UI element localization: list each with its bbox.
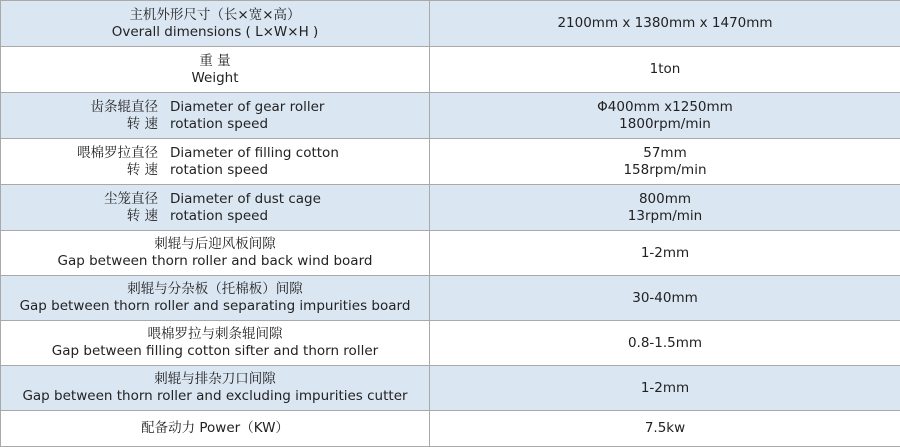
param-label-en: Gap between thorn roller and excluding impurities cutter: [1, 388, 429, 405]
param-label: [1, 411, 430, 447]
param-label-en: Diameter of filling cotton: [170, 145, 360, 162]
param-value: [430, 411, 900, 447]
param-value-line: 1-2mm: [430, 380, 900, 397]
param-label-en: Power（KW）: [199, 420, 289, 436]
param-label-zh: 齿条辊直径: [70, 99, 158, 116]
param-label-en-column: [170, 99, 360, 133]
param-label-zh: 刺辊与排杂刀口间隙: [1, 371, 429, 388]
param-label-zh: 主机外形尺寸（长×宽×高）: [1, 7, 429, 24]
param-value: [430, 321, 900, 366]
table-row: [1, 321, 900, 366]
param-value: [430, 1, 900, 47]
param-label-pair: [1, 99, 429, 133]
param-label: [1, 185, 430, 231]
param-label-en: rotation speed: [170, 162, 360, 179]
param-label-zh-column: [70, 99, 170, 133]
param-label-zh: 转 速: [70, 162, 158, 179]
param-value: [430, 47, 900, 93]
param-value-line: 1ton: [430, 61, 900, 78]
param-label-en-column: [170, 145, 360, 179]
param-label-en: Gap between thorn roller and separating impurities board: [1, 298, 429, 315]
param-label-en: rotation speed: [170, 116, 360, 133]
param-label-zh: 尘笼直径: [70, 191, 158, 208]
table-row: [1, 47, 900, 93]
param-value: [430, 139, 900, 185]
param-label: [1, 139, 430, 185]
param-label: [1, 93, 430, 139]
param-value-line: 57mm: [430, 145, 900, 162]
param-value-line: 1800rpm/min: [430, 116, 900, 133]
table-row: [1, 276, 900, 321]
table-row: [1, 231, 900, 276]
param-label-en: Overall dimensions ( L×W×H ): [1, 24, 429, 41]
param-label: [1, 321, 430, 366]
param-label-zh-column: [70, 145, 170, 179]
table-row: [1, 185, 900, 231]
table-row: [1, 93, 900, 139]
param-label-zh: 刺辊与分杂板（托棉板）间隙: [1, 281, 429, 298]
param-value: [430, 231, 900, 276]
param-label-zh: 刺辊与后迎风板间隙: [1, 236, 429, 253]
param-label-en: Diameter of gear roller: [170, 99, 360, 116]
param-value-line: 30-40mm: [430, 290, 900, 307]
table-row: [1, 139, 900, 185]
param-label-en: Weight: [1, 70, 429, 87]
param-label-pair: [1, 191, 429, 225]
param-label: [1, 366, 430, 411]
param-value: [430, 366, 900, 411]
param-value-line: 13rpm/min: [430, 208, 900, 225]
param-label-pair: [1, 145, 429, 179]
param-value: [430, 276, 900, 321]
param-label-zh: 转 速: [70, 208, 158, 225]
param-value: [430, 93, 900, 139]
param-value-line: 158rpm/min: [430, 162, 900, 179]
param-label-zh: 重 量: [1, 53, 429, 70]
param-label-zh: 转 速: [70, 116, 158, 133]
param-label-zh: 配备动力: [141, 420, 195, 436]
param-value-line: 2100mm x 1380mm x 1470mm: [430, 15, 900, 32]
param-label-en-column: [170, 191, 360, 225]
table-row: [1, 1, 900, 47]
table-row: [1, 366, 900, 411]
param-label: [1, 47, 430, 93]
param-value: [430, 185, 900, 231]
param-value-line: Φ400mm x1250mm: [430, 99, 900, 116]
param-label-en: Gap between thorn roller and back wind board: [1, 253, 429, 270]
param-label-en: Gap between filling cotton sifter and thorn roller: [1, 343, 429, 360]
param-label: [1, 231, 430, 276]
param-label: [1, 1, 430, 47]
param-value-line: 7.5kw: [430, 420, 900, 437]
param-value-line: 800mm: [430, 191, 900, 208]
param-label-zh: 喂棉罗拉与刺条辊间隙: [1, 326, 429, 343]
param-label-zh-column: [70, 191, 170, 225]
param-label: [1, 276, 430, 321]
table-row: [1, 411, 900, 447]
param-label-zh: 喂棉罗拉直径: [70, 145, 158, 162]
param-label-en: rotation speed: [170, 208, 360, 225]
param-value-line: 0.8-1.5mm: [430, 335, 900, 352]
param-value-line: 1-2mm: [430, 245, 900, 262]
param-label-en: Diameter of dust cage: [170, 191, 360, 208]
